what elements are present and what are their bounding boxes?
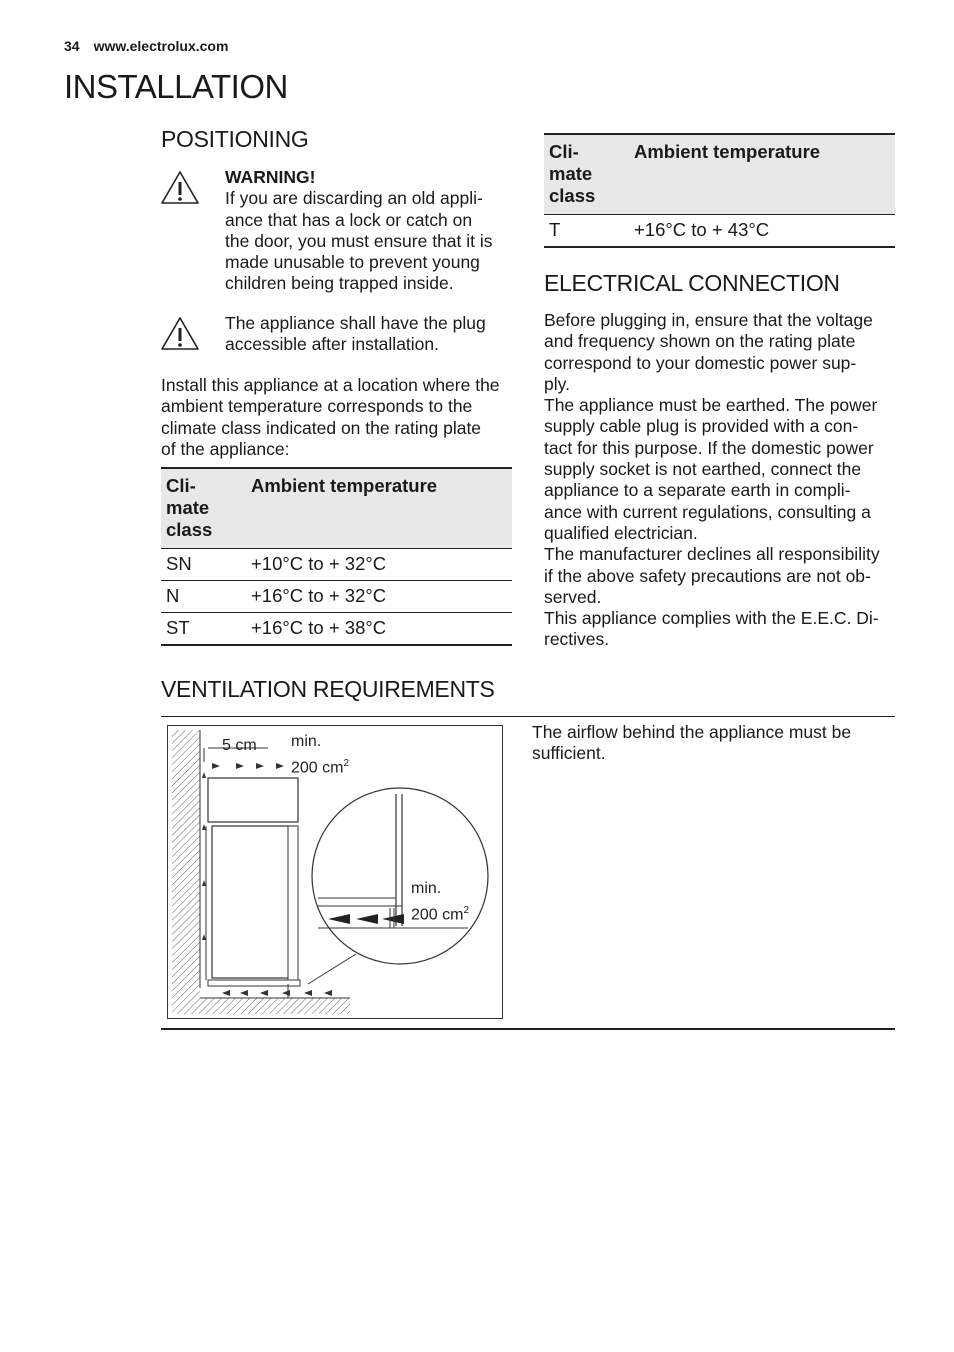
table-header-row bbox=[161, 468, 512, 549]
floor-hatching bbox=[200, 998, 350, 1014]
warning-line: If you are discarding an old appli- bbox=[225, 188, 483, 209]
text-line: The airflow behind the appliance must be bbox=[532, 722, 852, 742]
text-line: This appliance complies with the E.E.C. Di- bbox=[544, 608, 879, 629]
table-row bbox=[161, 549, 512, 581]
table-header-row bbox=[544, 134, 895, 215]
caution-line: accessible after installation. bbox=[225, 334, 439, 355]
gap-label: 5 cm bbox=[222, 737, 257, 754]
positioning-heading: POSITIONING bbox=[161, 126, 309, 152]
electrical-connection-text bbox=[544, 310, 904, 651]
text-line: ance with current regulations, consulting a bbox=[544, 501, 871, 522]
website-link[interactable]: www.electrolux.com bbox=[93, 38, 229, 54]
caution-block bbox=[225, 313, 515, 356]
text-line: ply. bbox=[544, 373, 570, 394]
table-cell: +16°C to + 43°C bbox=[629, 215, 895, 248]
wall-hatching bbox=[172, 730, 200, 1014]
intro-line: of the appliance: bbox=[161, 438, 290, 459]
table-row bbox=[161, 581, 512, 613]
climate-class-table-continued bbox=[544, 133, 895, 248]
top-area-value: 200 cm bbox=[291, 759, 344, 777]
top-area-label bbox=[291, 754, 349, 778]
intro-line: ambient temperature corresponds to the bbox=[161, 396, 473, 417]
bottom-area-label bbox=[411, 901, 469, 925]
warning-line: children being trapped inside. bbox=[225, 273, 454, 294]
detail-magnifier bbox=[312, 788, 488, 964]
table-cell: +10°C to + 32°C bbox=[246, 549, 512, 581]
warning-triangle-icon bbox=[160, 316, 200, 352]
text-line: if the above safety precautions are not ob- bbox=[544, 565, 871, 586]
text-line: tact for this purpose. If the domestic power bbox=[544, 437, 874, 458]
text-line: correspond to your domestic power sup- bbox=[544, 352, 857, 373]
warning-line: made unusable to prevent young bbox=[225, 252, 480, 273]
table-cell: ST bbox=[161, 613, 246, 646]
intro-line: Install this appliance at a location where the bbox=[161, 375, 500, 395]
page-title: INSTALLATION bbox=[64, 68, 288, 105]
appliance-body bbox=[212, 826, 292, 978]
warning-title: WARNING! bbox=[225, 167, 316, 187]
airflow-arrow-icons bbox=[212, 763, 284, 769]
table-row bbox=[161, 613, 512, 646]
text-line: supply cable plug is provided with a con- bbox=[544, 416, 859, 437]
column-header-climate-class: Cli- mate class bbox=[161, 468, 246, 549]
text-line: The manufacturer declines all responsibility bbox=[544, 544, 880, 565]
column-header-ambient-temperature: Ambient temperature bbox=[246, 468, 512, 549]
positioning-intro bbox=[161, 375, 516, 460]
section-divider bbox=[161, 1028, 895, 1030]
ventilation-diagram bbox=[167, 725, 503, 1019]
text-line: The appliance must be earthed. The power bbox=[544, 395, 878, 416]
bottom-min-label: min. bbox=[411, 880, 442, 897]
upper-cabinet bbox=[208, 778, 298, 822]
text-line: Before plugging in, ensure that the voltage bbox=[544, 310, 873, 330]
page-number: 34 bbox=[64, 38, 80, 54]
table-row bbox=[544, 215, 895, 248]
intro-line: climate class indicated on the rating plate bbox=[161, 417, 482, 438]
table-cell: +16°C to + 38°C bbox=[246, 613, 512, 646]
table-cell: SN bbox=[161, 549, 246, 581]
page-header bbox=[64, 38, 228, 54]
warning-line: the door, you must ensure that it is bbox=[225, 230, 493, 251]
text-line: sufficient. bbox=[532, 743, 606, 764]
top-min-label: min. bbox=[291, 733, 322, 750]
text-line: served. bbox=[544, 586, 602, 607]
section-divider bbox=[161, 716, 895, 717]
text-line: qualified electrician. bbox=[544, 522, 698, 543]
bottom-area-value: 200 cm bbox=[411, 906, 464, 924]
column-header-climate-class: Cli- mate class bbox=[544, 134, 629, 215]
ventilation-requirements-heading: VENTILATION REQUIREMENTS bbox=[161, 676, 495, 702]
table-cell: N bbox=[161, 581, 246, 613]
climate-class-table bbox=[161, 467, 512, 646]
text-line: rectives. bbox=[544, 629, 610, 650]
column-header-ambient-temperature: Ambient temperature bbox=[629, 134, 895, 215]
top-area-unit-superscript: 2 bbox=[343, 758, 350, 769]
warning-triangle-icon bbox=[160, 170, 200, 206]
text-line: supply socket is not earthed, connect the bbox=[544, 459, 862, 480]
table-cell: T bbox=[544, 215, 629, 248]
text-line: and frequency shown on the rating plate bbox=[544, 331, 856, 352]
electrical-connection-heading: ELECTRICAL CONNECTION bbox=[544, 270, 840, 296]
warning-line: ance that has a lock or catch on bbox=[225, 209, 473, 230]
ventilation-text bbox=[532, 722, 892, 765]
table-cell: +16°C to + 32°C bbox=[246, 581, 512, 613]
caution-line: The appliance shall have the plug bbox=[225, 313, 486, 333]
bottom-area-unit-superscript: 2 bbox=[463, 905, 470, 916]
warning-block bbox=[225, 167, 515, 295]
text-line: appliance to a separate earth in compli- bbox=[544, 480, 851, 501]
